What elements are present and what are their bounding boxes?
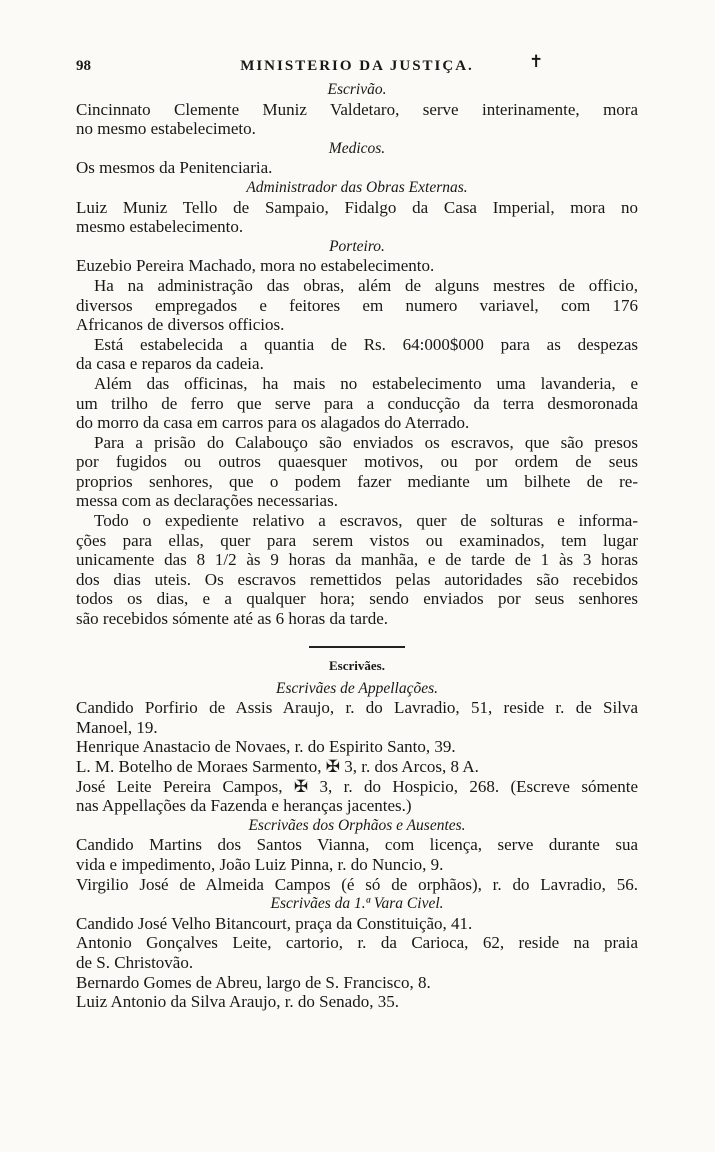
text-line: todos os dias, e a qualquer hora; sendo enviados por seus senhores xyxy=(76,589,638,609)
text-line: Todo o expediente relativo a escravos, quer de solturas e informa- xyxy=(94,511,638,531)
list-item xyxy=(76,698,638,737)
text-line: Está estabelecida a quantia de Rs. 64:000$000 para as despezas xyxy=(94,334,638,354)
text-line: Henrique Anastacio de Novaes, r. do Espirito Santo, 39. xyxy=(76,737,456,757)
text-line: nas Appellações da Fazenda e heranças jacentes.) xyxy=(76,796,412,816)
list-item xyxy=(76,835,638,874)
text-line: dos dias uteis. Os escravos remettidos pelas autoridades são recebidos xyxy=(76,569,638,589)
text-line: Africanos de diversos officios. xyxy=(76,315,285,335)
text-line: por fugidos ou outros quaesquer motivos, ou por ordem de seus xyxy=(76,452,638,472)
heading-administrador: Administrador das Obras Externas. xyxy=(246,178,468,196)
cross-mark-icon: ✝ xyxy=(529,52,544,71)
page-number: 98 xyxy=(76,58,91,74)
text-line: são recebidos sómente até as 6 horas da tarde. xyxy=(76,609,389,629)
paragraph-quantia xyxy=(76,335,638,374)
list-item xyxy=(76,777,638,816)
page-header xyxy=(76,52,638,80)
text-line: Além das officinas, ha mais no estabelecimento uma lavanderia, e xyxy=(94,373,638,393)
list-item xyxy=(76,757,638,777)
list-item xyxy=(76,933,638,972)
text-line: Luiz Antonio da Silva Araujo, r. do Senado, 35. xyxy=(76,992,399,1012)
entry-administrador xyxy=(76,198,638,237)
text-line: mesmo estabelecimento. xyxy=(76,217,244,237)
text-line: de S. Christovão. xyxy=(76,952,194,972)
paragraph-calabouco xyxy=(76,433,638,511)
list-item xyxy=(76,992,638,1012)
list-item xyxy=(76,914,638,934)
list-item xyxy=(76,737,638,757)
running-title: MINISTERIO DA JUSTIÇA. xyxy=(240,58,474,74)
text-line: Para a prisão do Calabouço são enviados os escravos, que são presos xyxy=(94,432,638,452)
text-line: messa com as declarações necessarias. xyxy=(76,491,338,511)
text-line: Bernardo Gomes de Abreu, largo de S. Francisco, 8. xyxy=(76,972,431,992)
text-line: Virgilio José de Almeida Campos (é só de orphãos), r. do Lavradio, 56. xyxy=(76,874,638,894)
entry-escrivao xyxy=(76,100,638,139)
text-line: José Leite Pereira Campos, ✠ 3, r. do Hospicio, 268. (Escreve sómente xyxy=(76,776,638,796)
section-title-escrivaes: Escrivães. xyxy=(329,657,385,673)
paragraph-expediente xyxy=(76,511,638,629)
text-line: unicamente das 8 1/2 às 9 horas da manhãa, e de tarde de 1 às 3 horas xyxy=(76,550,638,570)
list-item xyxy=(76,973,638,993)
text-line: L. M. Botelho de Moraes Sarmento, ✠ 3, r. dos Arcos, 8 A. xyxy=(76,757,479,776)
text-line: no mesmo estabelecimeto. xyxy=(76,119,256,139)
text-line: Ha na administração das obras, além de alguns mestres de officio, xyxy=(94,275,638,295)
text-line: Manoel, 19. xyxy=(76,717,158,737)
text-line: Cincinnato Clemente Muniz Valdetaro, serve interinamente, mora xyxy=(76,99,638,119)
text-line: Luiz Muniz Tello de Sampaio, Fidalgo da Casa Imperial, mora no xyxy=(76,197,638,217)
heading-porteiro: Porteiro. xyxy=(329,237,385,255)
text-line: Candido Porfirio de Assis Araujo, r. do Lavradio, 51, reside r. de Silva xyxy=(76,698,638,718)
text-line: Antonio Gonçalves Leite, cartorio, r. da Carioca, 62, reside na praia xyxy=(76,933,638,953)
paragraph-officinas xyxy=(76,374,638,433)
heading-escrivao: Escrivão. xyxy=(327,81,387,98)
text-line: proprios senhores, que o podem fazer mediante um bilhete de re- xyxy=(76,471,638,491)
text-line: Candido José Velho Bitancourt, praça da Constituição, 41. xyxy=(76,913,473,933)
text-line: ções para ellas, quer para serem vistos ou examinados, tem lugar xyxy=(76,530,638,550)
text-line: Os mesmos da Penitenciaria. xyxy=(76,158,273,178)
text-line: Euzebio Pereira Machado, mora no estabelecimento. xyxy=(76,256,435,276)
text-line: da casa e reparos da cadeia. xyxy=(76,354,264,374)
list-item xyxy=(76,875,638,895)
section-divider xyxy=(309,646,405,648)
text-line: diversos empregados e feitores em numero variavel, com 176 xyxy=(76,295,638,315)
heading-orphaos: Escrivães dos Orphãos e Ausentes. xyxy=(248,816,466,834)
heading-appellacoes: Escrivães de Appellações. xyxy=(276,679,438,697)
text-line: vida e impedimento, João Luiz Pinna, r. do Nuncio, 9. xyxy=(76,854,444,874)
text-line: um trilho de ferro que serve para a conducção da terra desmoronada xyxy=(76,393,638,413)
text-line: Candido Martins dos Santos Vianna, com licença, serve durante sua xyxy=(76,835,638,855)
book-page xyxy=(76,52,638,1012)
text-line: do morro da casa em carros para os alagados do Aterrado. xyxy=(76,413,470,433)
paragraph-obras xyxy=(76,276,638,335)
heading-medicos: Medicos. xyxy=(328,139,386,157)
heading-vara-civel: Escrivães da 1.ª Vara Civel. xyxy=(270,895,444,913)
